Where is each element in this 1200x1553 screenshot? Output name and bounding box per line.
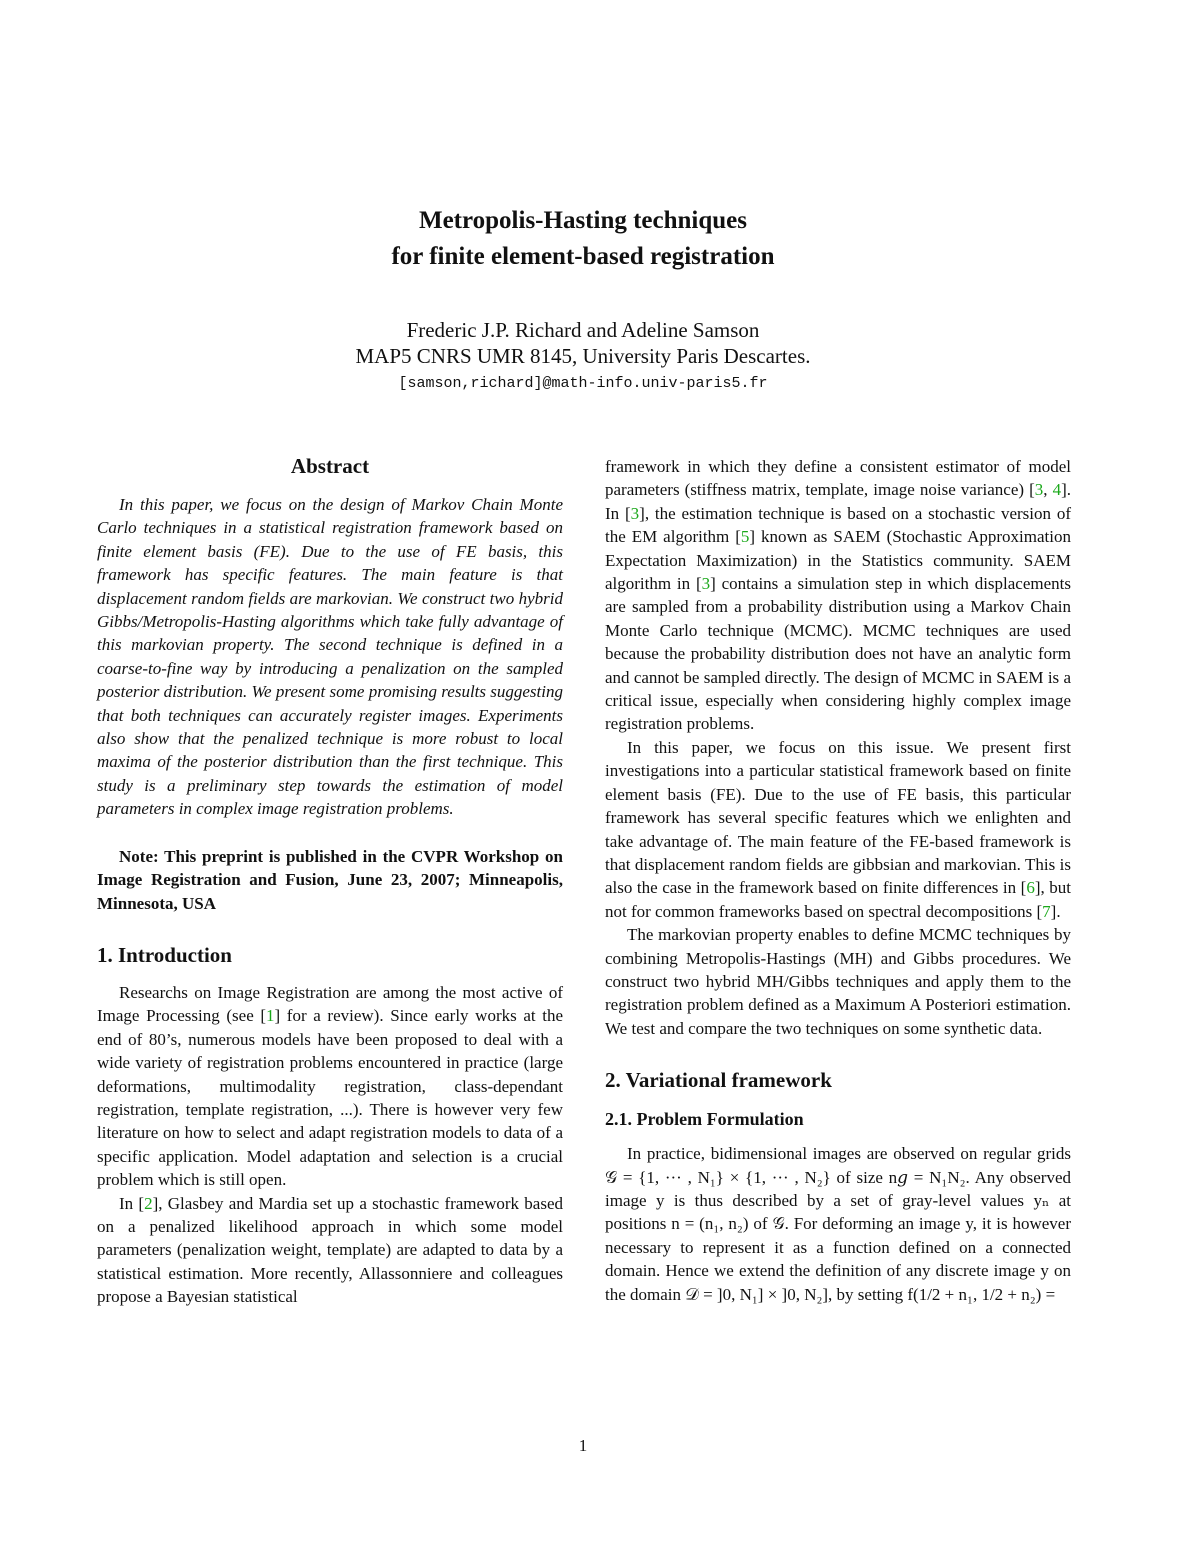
right-paragraph-1	[605, 455, 1071, 736]
right-column	[605, 455, 1071, 1306]
text-span: ,	[1043, 480, 1053, 500]
text-span: ], the estimation technique is based on a stochastic version of the EM algorithm [	[605, 503, 1071, 547]
text-span: ], but not for common frameworks based on spectral decompositions [	[605, 878, 1071, 921]
citation-link[interactable]: 7	[1042, 901, 1051, 921]
text-span: framework in which they define a consistent estimator of model parameters (stiffness matrix, template, image noise variance) [	[605, 457, 1071, 500]
text-span: In this paper, we focus on this issue. We present first investigations into a particular statistical framework based on finite element basis (FE). Due to the use of FE basis, this particular framework has several specific features which we enlighten and take advantage of. The main feature of the FE-based framework is that displacement random fields are gibbsian and markovian. This is also the case in the framework based on finite differences in [	[605, 737, 1071, 898]
author-affiliation: MAP5 CNRS UMR 8145, University Paris Descartes.	[355, 344, 811, 368]
citation-link[interactable]: 4	[1052, 480, 1062, 500]
title-line-2: for finite element-based registration	[391, 243, 775, 270]
left-column	[97, 453, 563, 1309]
text-span: ] contains a simulation step in which displacements are sampled from a probability distribution using a Markov Chain Monte Carlo technique (MCMC). MCMC techniques are used because the probability distribution does not have an analytic form and cannot be sampled directly. The design of MCMC in SAEM is a critical issue, especially when considering highly complex image registration problems.	[605, 574, 1071, 734]
intro-paragraph-2	[97, 1192, 563, 1309]
text-span: ] known as SAEM (Stochastic Approximation Expectation Maximization) in the Statistics community. SAEM algorithm in [	[605, 527, 1071, 594]
text-span: ] for a review). Since early works at the end of 80’s, numerous models have been proposed to deal with a wide variety of registration problems encountered in practice (large deformations, multimodality registration, class-dependant registration, template registration, ...). There is however very few literature on how to select and adapt registration models to data of a specific application. Model adaptation and selection is a crucial problem which is still open.	[97, 1006, 564, 1190]
right-paragraph-3: The markovian property enables to define MCMC techniques by combining Metropolis-Hastings (MH) and Gibbs procedures. We construct two hybrid MH/Gibbs techniques and apply them to the registration problem defined as a Maximum A Posteriori estimation. We test and compare the two techniques on some synthetic data.	[605, 925, 1071, 1038]
text-span: ].	[1050, 901, 1061, 921]
text-span: In [	[119, 1193, 145, 1213]
abstract-text: In this paper, we focus on the design of Markov Chain Monte Carlo techniques in a statistical registration framework based on finite element basis (FE). Due to the use of FE basis, this framework has specific features. The main feature is that displacement random fields are markovian. We construct two hybrid Gibbs/Metropolis-Hasting algorithms which take fully advantage of this markovian property. The second technique is defined in a coarse-to-fine way by introducing a penalization on the sampled posterior distribution. We present some promising results suggesting that both techniques can accurately register images. Experiments also show that the penalized technique is more robust to local maxima of the posterior distribution than the first technique. This study is a preliminary step towards the estimation of model parameters in complex image registration problems.	[97, 495, 563, 819]
section-variational-heading: 2. Variational framework	[605, 1068, 832, 1093]
citation-link[interactable]: 2	[144, 1193, 153, 1213]
author-names: Frederic J.P. Richard and Adeline Samson	[406, 318, 760, 342]
intro-paragraph-1	[97, 981, 563, 1192]
text-span: Researchs on Image Registration are among the most active of Image Processing (see [	[97, 982, 563, 1026]
author-block	[0, 317, 1166, 397]
citation-link[interactable]: 5	[740, 527, 750, 547]
text-span: ], Glasbey and Mardia set up a stochastic framework based on a penalized likelihood approach in which some model parameters (penalization weight, template) are adapted to data by a statistical estimation. More recently, Allassonniere and colleagues propose a Bayesian statistical	[97, 1193, 563, 1307]
citation-link[interactable]: 1	[266, 1006, 275, 1026]
subsection-problem-formulation-heading: 2.1. Problem Formulation	[605, 1109, 804, 1130]
citation-link[interactable]: 3	[630, 503, 640, 523]
page-number: 1	[578, 1436, 588, 1455]
text-span: ]. In [	[605, 480, 1072, 523]
citation-link[interactable]: 3	[701, 574, 711, 594]
section-introduction-heading: 1. Introduction	[97, 942, 232, 967]
right-paragraph-4: In practice, bidimensional images are observed on regular grids 𝒢 = {1, ··· , N₁} × {1, ··· , N₂} of size n𝑔 = N₁N₂. Any observed image y is thus described by a set of gray-level values yₙ at positions n = (n₁, n₂) of 𝒢. For deforming an image y, it is however necessary to represent it as a function defined on a connected domain. Hence we extend the definition of any discrete image y on the domain 𝒟 = ]0, N₁] × ]0, N₂], by setting f(1/2 + n₁, 1/2 + n₂) =	[605, 1144, 1071, 1304]
title-line-1: Metropolis-Hasting techniques	[418, 207, 747, 234]
author-email: [samson,richard]@math-info.univ-paris5.fr	[398, 375, 768, 392]
abstract-heading: Abstract	[290, 454, 370, 478]
citation-link[interactable]: 6	[1026, 878, 1035, 898]
publication-note: Note: This preprint is published in the CVPR Workshop on Image Registration and Fusion, June 23, 2007; Minneapolis, Minnesota, USA	[97, 846, 563, 913]
citation-link[interactable]: 3	[1034, 480, 1044, 500]
paper-title	[0, 203, 1166, 275]
right-paragraph-2	[605, 736, 1071, 923]
